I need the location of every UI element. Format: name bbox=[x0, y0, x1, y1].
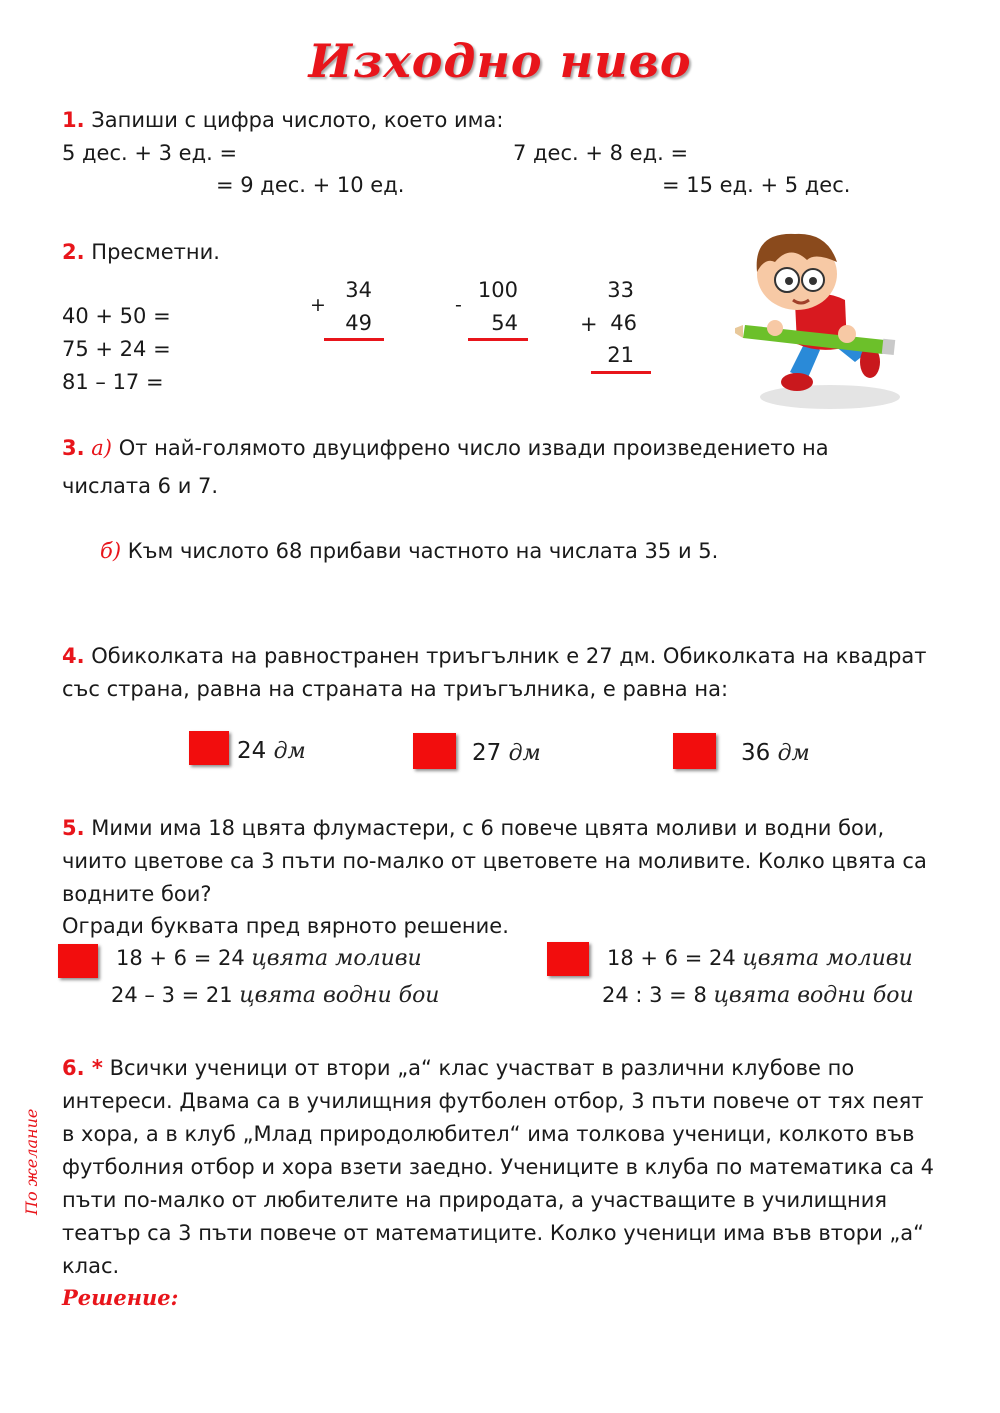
q1-number: 1. bbox=[62, 108, 85, 132]
q6-solution-label: Решение: bbox=[62, 1285, 179, 1310]
q4-option-3-unit: дм bbox=[777, 741, 810, 766]
q2-expr-3: 81 – 17 = bbox=[62, 370, 164, 394]
q4-option-3-value: 36 bbox=[741, 740, 771, 766]
q4-option-1-unit: дм bbox=[273, 739, 306, 764]
q4-option-2-value: 27 bbox=[472, 740, 502, 766]
q4-option-3 bbox=[741, 740, 810, 766]
q2-expr-1: 40 + 50 = bbox=[62, 304, 171, 328]
q5-text: Мими има 18 цвята флумастери, с 6 повече цвята моливи и водни бои, чиито цветове са 3 пъти по-малко от цветовете на моливите. Колко цвята са водните бои? bbox=[62, 816, 927, 906]
page-title: Изходно ниво bbox=[308, 34, 692, 88]
q1-expr-b: 7 дес. + 8 ед. = bbox=[513, 141, 689, 165]
q6-paragraph bbox=[62, 1052, 940, 1283]
q1-expr-a: 5 дес. + 3 ед. = bbox=[62, 141, 238, 165]
q5-option-b-eq1: 18 + 6 = 24 bbox=[607, 946, 736, 970]
q5-option-b-checkbox[interactable] bbox=[547, 942, 589, 976]
q4-option-2-checkbox[interactable] bbox=[413, 733, 456, 769]
q6-optional-note: По желание bbox=[22, 1108, 41, 1215]
q3-a-text-cont: числата 6 и 7. bbox=[62, 474, 219, 498]
q5-option-a-unit1: цвята моливи bbox=[251, 946, 422, 971]
q5-number: 5. bbox=[62, 816, 85, 840]
q2-col3-mid: 46 bbox=[610, 311, 637, 335]
q3-heading bbox=[62, 436, 829, 460]
q1-text: Запиши с цифра числото, което има: bbox=[91, 108, 504, 132]
q5-option-b-unit2: цвята водни бои bbox=[713, 983, 914, 1008]
q5-option-a-line1 bbox=[116, 946, 422, 971]
q1-expr-d: = 15 ед. + 5 дес. bbox=[662, 173, 851, 197]
q5-option-b-line1 bbox=[607, 946, 913, 971]
q2-number: 2. bbox=[62, 240, 85, 264]
q4-option-2 bbox=[472, 740, 541, 766]
q2-col1-bottom: 49 bbox=[345, 311, 372, 335]
q4-paragraph bbox=[62, 640, 942, 706]
q1-heading bbox=[62, 108, 503, 132]
q5-option-a-unit2: цвята водни бои bbox=[239, 983, 440, 1008]
q2-expr-2: 75 + 24 = bbox=[62, 337, 171, 361]
q6-number: 6. * bbox=[62, 1056, 103, 1080]
q4-number: 4. bbox=[62, 644, 85, 668]
q2-col3-top: 33 bbox=[607, 278, 634, 302]
q5-option-a-checkbox[interactable] bbox=[58, 944, 98, 978]
q4-option-2-unit: дм bbox=[508, 741, 541, 766]
q2-col1-operator: + bbox=[310, 294, 326, 316]
q5-option-b-line2 bbox=[602, 983, 914, 1008]
q4-text: Обиколката на равностранен триъгълник е 27 дм. Обиколката на квадрат със страна, равна на страната на триъгълника, е равна на: bbox=[62, 644, 927, 701]
q5-option-a-eq1: 18 + 6 = 24 bbox=[116, 946, 245, 970]
q3-b-text: Към числото 68 прибави частното на числата 35 и 5. bbox=[127, 539, 719, 563]
q5-option-b-unit1: цвята моливи bbox=[742, 946, 913, 971]
q2-col3-answer-line bbox=[591, 371, 651, 374]
q4-option-3-checkbox[interactable] bbox=[673, 733, 716, 769]
q5-option-b-eq2: 24 : 3 = 8 bbox=[602, 983, 707, 1007]
q4-option-1-value: 24 bbox=[237, 738, 267, 764]
q3-number: 3. bbox=[62, 436, 85, 460]
q2-text: Пресметни. bbox=[91, 240, 220, 264]
q5-option-a-line2 bbox=[111, 983, 439, 1008]
q2-col2-operator: - bbox=[455, 294, 462, 316]
q2-col3-bottom: 21 bbox=[607, 343, 634, 367]
q2-col1-top: 34 bbox=[345, 278, 372, 302]
q5-option-a-eq2: 24 – 3 = 21 bbox=[111, 983, 233, 1007]
q6-text: Всички ученици от втори „а“ клас участват в различни клубове по интереси. Двама са в училищния футболен отбор, 3 пъти повече от тях пеят в хора, а в клуб „Млад природолюбител“ има толкова ученици, колкото във футболния отбор и хора взети заедно. Учениците в клуба по математика са 4 пъти по-малко от любителите на природата, а участващите в училищния театър са 3 пъти повече от математиците. Колко ученици има във втори „а“ клас. bbox=[62, 1056, 935, 1278]
q3-b bbox=[100, 539, 718, 563]
boy-with-pencil-illustration bbox=[735, 222, 905, 412]
q4-option-1-checkbox[interactable] bbox=[189, 731, 229, 765]
q3-a-text: От най-голямото двуцифрено число извади произведението на bbox=[118, 436, 829, 460]
q2-col3-operator: + bbox=[580, 312, 598, 336]
q3-b-label: б) bbox=[100, 539, 122, 563]
q1-expr-c: = 9 дес. + 10 ед. bbox=[216, 173, 405, 197]
q2-col2-answer-line bbox=[468, 338, 528, 341]
q2-col2-bottom: 54 bbox=[491, 311, 518, 335]
q2-col2-top: 100 bbox=[477, 278, 518, 302]
q2-heading bbox=[62, 240, 220, 264]
q5-paragraph bbox=[62, 812, 932, 911]
q4-option-1 bbox=[237, 738, 306, 764]
q5-instruction: Огради буквата пред вярното решение. bbox=[62, 914, 509, 938]
q2-col1-answer-line bbox=[324, 338, 384, 341]
q3-a-label: а) bbox=[91, 436, 112, 460]
